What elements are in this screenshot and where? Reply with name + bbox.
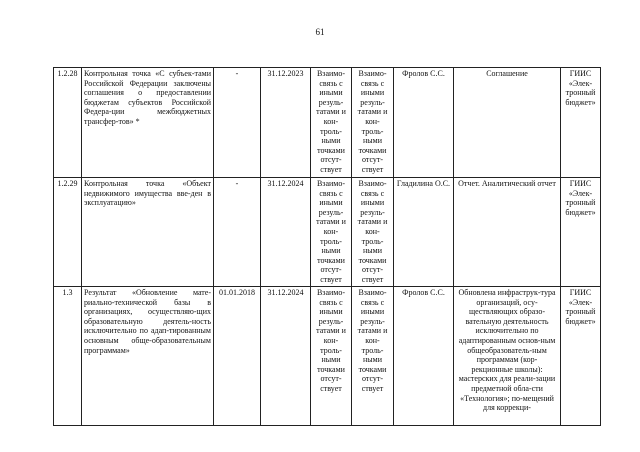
link-info-line: ствует bbox=[320, 274, 342, 284]
end-date: 31.12.2024 bbox=[261, 287, 311, 426]
link-info-2-line: ными bbox=[363, 246, 382, 256]
link-info-2-line: резуль- bbox=[360, 207, 385, 217]
link-info-2-line: ствует bbox=[361, 383, 384, 393]
link-info-2-line: троль- bbox=[361, 236, 384, 246]
link-info bbox=[311, 287, 352, 426]
link-info-line: связь с bbox=[319, 188, 343, 198]
link-info-line: резуль- bbox=[318, 207, 344, 217]
link-info-2-line: отсут- bbox=[361, 374, 384, 384]
link-info-2 bbox=[352, 178, 394, 287]
responsible-person: Фролов С.С. bbox=[394, 287, 454, 426]
link-info-line: Взаимо- bbox=[316, 288, 346, 297]
start-date: - bbox=[214, 68, 261, 178]
link-info-2-line: татами и bbox=[357, 326, 388, 336]
info-system-line: тронный bbox=[565, 198, 596, 208]
page-number: 61 bbox=[315, 27, 325, 37]
responsible-person: Гладилина О.С. bbox=[394, 178, 454, 287]
link-info-line: отсут- bbox=[320, 155, 342, 165]
link-info-2-line: троль- bbox=[361, 126, 384, 136]
link-info-2-line: связь с bbox=[360, 78, 385, 88]
link-info-2 bbox=[352, 68, 394, 178]
link-info-2-line: ствует bbox=[361, 274, 384, 284]
link-info-line: ствует bbox=[320, 164, 342, 174]
link-info-2-line: татами и bbox=[357, 217, 388, 227]
end-date: 31.12.2024 bbox=[261, 178, 311, 287]
link-info-line: Взаимо- bbox=[316, 179, 346, 188]
link-info-line: точками bbox=[317, 145, 345, 155]
link-info-2-line: резуль- bbox=[360, 97, 385, 107]
link-info-line: иными bbox=[319, 307, 343, 317]
row-description: Контрольная точка «С субъек-тами Российской Федерации заключены соглашения о предоставлении бюджетам субъектов Российской Федера-ции межбюджетных трансфер-тов» * bbox=[82, 68, 214, 178]
link-info-line: резуль- bbox=[318, 316, 344, 326]
link-info-line: ными bbox=[321, 136, 341, 146]
link-info-2-line: татами и bbox=[357, 107, 388, 117]
link-info-line: связь с bbox=[319, 297, 343, 307]
info-system bbox=[561, 68, 601, 178]
link-info-2-line: отсут- bbox=[361, 265, 384, 275]
link-info-2 bbox=[352, 287, 394, 426]
link-info-line: татами и bbox=[316, 217, 346, 227]
link-info-2-line: точками bbox=[358, 145, 387, 155]
info-system-line: ГИИС bbox=[569, 69, 592, 78]
result-document: Отчет. Аналитический отчет bbox=[454, 178, 561, 287]
link-info-line: отсут- bbox=[320, 265, 342, 275]
link-info-2-line: иными bbox=[360, 198, 385, 208]
link-info-line: татами и bbox=[316, 326, 346, 336]
link-info-2-line: кон- bbox=[365, 335, 380, 345]
link-info-2-line: резуль- bbox=[360, 316, 385, 326]
info-system-line: бюджет» bbox=[565, 207, 596, 217]
link-info-2-line: точками bbox=[358, 364, 387, 374]
link-info-line: Взаимо- bbox=[316, 69, 346, 78]
link-info-2-line: Взаимо- bbox=[358, 288, 387, 297]
link-info-line: ными bbox=[321, 246, 341, 256]
link-info-line: связь с bbox=[319, 78, 343, 88]
table-row bbox=[54, 287, 601, 426]
link-info-line: татами и bbox=[316, 107, 346, 117]
info-system-line: «Элек- bbox=[568, 78, 593, 88]
end-date: 31.12.2023 bbox=[261, 68, 311, 178]
info-system-line: ГИИС bbox=[569, 288, 592, 297]
info-system-line: «Элек- bbox=[568, 297, 593, 307]
info-system-line: тронный bbox=[565, 307, 596, 317]
link-info-2-line: ными bbox=[363, 136, 382, 146]
info-system-line: бюджет» bbox=[565, 97, 596, 107]
table-body bbox=[54, 68, 601, 426]
link-info-2-line: иными bbox=[360, 88, 385, 98]
table-row bbox=[54, 178, 601, 287]
link-info-2-line: троль- bbox=[361, 345, 384, 355]
link-info-line: кон- bbox=[323, 116, 339, 126]
row-number: 1.2.29 bbox=[54, 178, 82, 287]
link-info bbox=[311, 178, 352, 287]
link-info-2-line: кон- bbox=[365, 116, 380, 126]
info-system-line: «Элек- bbox=[568, 188, 593, 198]
link-info-line: кон- bbox=[323, 335, 339, 345]
start-date: - bbox=[214, 178, 261, 287]
result-document: Соглашение bbox=[454, 68, 561, 178]
link-info-line: точками bbox=[317, 255, 345, 265]
link-info-line: иными bbox=[319, 198, 343, 208]
link-info-2-line: отсут- bbox=[361, 155, 384, 165]
row-number: 1.2.28 bbox=[54, 68, 82, 178]
start-date: 01.01.2018 bbox=[214, 287, 261, 426]
info-system-line: тронный bbox=[565, 88, 596, 98]
info-system-line: бюджет» bbox=[565, 316, 596, 326]
link-info-2-line: иными bbox=[360, 307, 385, 317]
link-info-line: троль- bbox=[320, 345, 342, 355]
link-info-2-line: кон- bbox=[365, 226, 380, 236]
link-info-2-line: связь с bbox=[360, 297, 385, 307]
link-info-2-line: связь с bbox=[360, 188, 385, 198]
link-info-2-line: ствует bbox=[361, 164, 384, 174]
info-system bbox=[561, 287, 601, 426]
link-info-line: кон- bbox=[323, 226, 339, 236]
responsible-person: Фролов С.С. bbox=[394, 68, 454, 178]
result-document: Обновлена инфраструк-тура организаций, осу-ществляющих образо-вательную деятельность исключительно по адаптированным основ-ным общеобразователь-ным программам (кор-рекционные школы): мастерских для реали-зации предметной обла-сти «Технология»; по-мещений для коррекци- bbox=[454, 287, 561, 426]
link-info bbox=[311, 68, 352, 178]
row-description: Результат «Обновление мате-риально-технической базы в организациях, осуществляю-щих образовательную деятель-ность исключительно по адап-тированным основным обще-образовательным программам» bbox=[82, 287, 214, 426]
info-system bbox=[561, 178, 601, 287]
link-info-line: иными bbox=[319, 88, 343, 98]
link-info-line: троль- bbox=[320, 126, 342, 136]
link-info-2-line: точками bbox=[358, 255, 387, 265]
row-description: Контрольная точка «Объект недвижимого имущества вве-ден в эксплуатацию» bbox=[82, 178, 214, 287]
link-info-line: отсут- bbox=[320, 374, 342, 384]
link-info-line: троль- bbox=[320, 236, 342, 246]
control-points-table bbox=[53, 67, 601, 426]
row-number: 1.3 bbox=[54, 287, 82, 426]
link-info-2-line: Взаимо- bbox=[358, 69, 387, 78]
link-info-2-line: Взаимо- bbox=[358, 179, 387, 188]
link-info-line: ными bbox=[321, 355, 341, 365]
link-info-line: точками bbox=[317, 364, 345, 374]
table-row bbox=[54, 68, 601, 178]
link-info-line: ствует bbox=[320, 383, 342, 393]
link-info-line: резуль- bbox=[318, 97, 344, 107]
info-system-line: ГИИС bbox=[569, 179, 592, 188]
link-info-2-line: ными bbox=[363, 355, 382, 365]
